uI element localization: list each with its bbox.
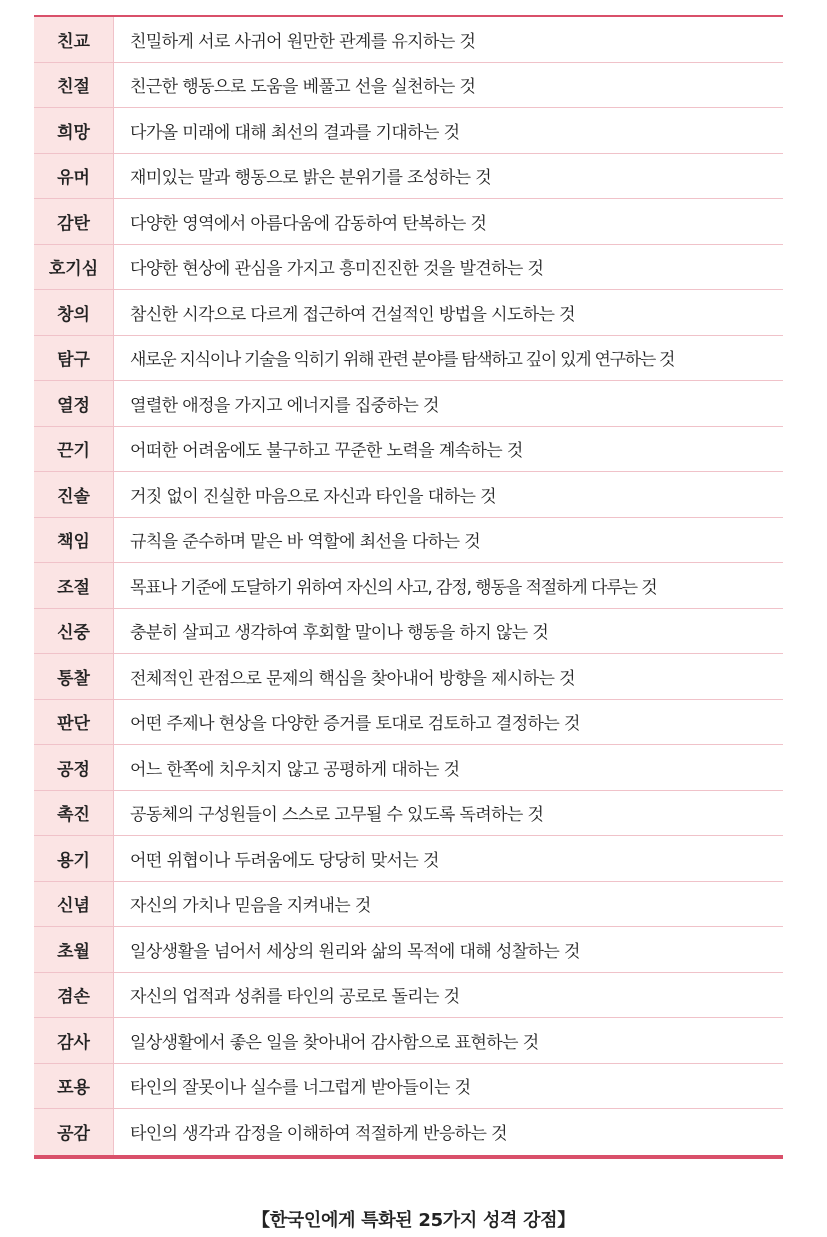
table-row (34, 927, 783, 973)
table-row (34, 17, 783, 63)
strength-description: 자신의 업적과 성취를 타인의 공로로 돌리는 것 (130, 987, 460, 1008)
strength-description: 다가올 미래에 대해 최선의 결과를 기대하는 것 (130, 122, 460, 143)
table-row (34, 427, 783, 473)
strength-description: 규칙을 준수하며 맡은 바 역할에 최선을 다하는 것 (130, 532, 481, 553)
strength-name: 친교 (34, 17, 114, 62)
strength-description: 재미있는 말과 행동으로 밝은 분위기를 조성하는 것 (130, 168, 492, 189)
strength-name: 겸손 (34, 973, 114, 1018)
table-row (34, 654, 783, 700)
strength-description: 공동체의 구성원들이 스스로 고무될 수 있도록 독려하는 것 (130, 805, 544, 826)
table-row (34, 700, 783, 746)
table-row (34, 1018, 783, 1064)
table-row (34, 245, 783, 291)
strength-name: 판단 (34, 700, 114, 745)
strength-name: 포용 (34, 1064, 114, 1109)
strength-name: 통찰 (34, 654, 114, 699)
strength-description: 일상생활을 넘어서 세상의 원리와 삶의 목적에 대해 성찰하는 것 (130, 941, 580, 962)
table-row (34, 199, 783, 245)
table-row (34, 1109, 783, 1155)
strength-description: 어느 한쪽에 치우치지 않고 공평하게 대하는 것 (130, 759, 460, 780)
table-row (34, 154, 783, 200)
table-row (34, 791, 783, 837)
strength-name: 책임 (34, 518, 114, 563)
table-row (34, 290, 783, 336)
strength-name: 신념 (34, 882, 114, 927)
strength-description: 어떤 위협이나 두려움에도 당당히 맞서는 것 (130, 850, 439, 871)
table-row (34, 518, 783, 564)
strength-name: 끈기 (34, 427, 114, 472)
strength-description: 어떠한 어려움에도 불구하고 꾸준한 노력을 계속하는 것 (130, 441, 523, 462)
strength-name: 감탄 (34, 199, 114, 244)
strength-name: 공정 (34, 745, 114, 790)
table-bottom-border (34, 1155, 783, 1159)
strength-name: 감사 (34, 1018, 114, 1063)
strength-description: 거짓 없이 진실한 마음으로 자신과 타인을 대하는 것 (130, 486, 496, 507)
strength-name: 용기 (34, 836, 114, 881)
strength-description: 참신한 시각으로 다르게 접근하여 건설적인 방법을 시도하는 것 (130, 304, 575, 325)
strength-description: 목표나 기준에 도달하기 위하여 자신의 사고, 감정, 행동을 적절하게 다루는 것 (130, 577, 657, 598)
table-row (34, 563, 783, 609)
strength-description: 친밀하게 서로 사귀어 원만한 관계를 유지하는 것 (130, 31, 476, 52)
table-row (34, 472, 783, 518)
strength-name: 진솔 (34, 472, 114, 517)
table-caption: 【한국인에게 특화된 25가지 성격 강점】 (252, 1210, 575, 1231)
table-body (34, 17, 783, 1155)
strength-description: 어떤 주제나 현상을 다양한 증거를 토대로 검토하고 결정하는 것 (130, 714, 580, 735)
strength-description: 충분히 살피고 생각하여 후회할 말이나 행동을 하지 않는 것 (130, 623, 549, 644)
strength-name: 창의 (34, 290, 114, 335)
strength-name: 호기심 (34, 245, 114, 290)
table-row (34, 1064, 783, 1110)
strength-description: 친근한 행동으로 도움을 베풀고 선을 실천하는 것 (130, 77, 476, 98)
table-row (34, 973, 783, 1019)
table-row (34, 108, 783, 154)
strength-name: 공감 (34, 1109, 114, 1155)
strength-name: 초월 (34, 927, 114, 972)
strength-name: 조절 (34, 563, 114, 608)
table-row (34, 836, 783, 882)
strength-description: 타인의 생각과 감정을 이해하여 적절하게 반응하는 것 (130, 1124, 507, 1145)
strength-description: 타인의 잘못이나 실수를 너그럽게 받아들이는 것 (130, 1078, 471, 1099)
strength-name: 유머 (34, 154, 114, 199)
strength-name: 신중 (34, 609, 114, 654)
strength-description: 자신의 가치나 믿음을 지켜내는 것 (130, 896, 371, 917)
strength-description: 새로운 지식이나 기술을 익히기 위해 관련 분야를 탐색하고 깊이 있게 연구하는 것 (130, 350, 675, 371)
strength-name: 희망 (34, 108, 114, 153)
strength-name: 촉진 (34, 791, 114, 836)
strength-description: 열렬한 애정을 가지고 에너지를 집중하는 것 (130, 395, 439, 416)
table-row (34, 381, 783, 427)
table-row (34, 745, 783, 791)
strength-description: 다양한 영역에서 아름다움에 감동하여 탄복하는 것 (130, 213, 487, 234)
strengths-table (34, 15, 783, 1159)
table-row (34, 609, 783, 655)
table-row (34, 63, 783, 109)
strength-description: 전체적인 관점으로 문제의 핵심을 찾아내어 방향을 제시하는 것 (130, 668, 575, 689)
strength-description: 다양한 현상에 관심을 가지고 흥미진진한 것을 발견하는 것 (130, 259, 544, 280)
strength-description: 일상생활에서 좋은 일을 찾아내어 감사함으로 표현하는 것 (130, 1032, 539, 1053)
strength-name: 친절 (34, 63, 114, 108)
table-row (34, 336, 783, 382)
strength-name: 열정 (34, 381, 114, 426)
table-row (34, 882, 783, 928)
strength-name: 탐구 (34, 336, 114, 381)
